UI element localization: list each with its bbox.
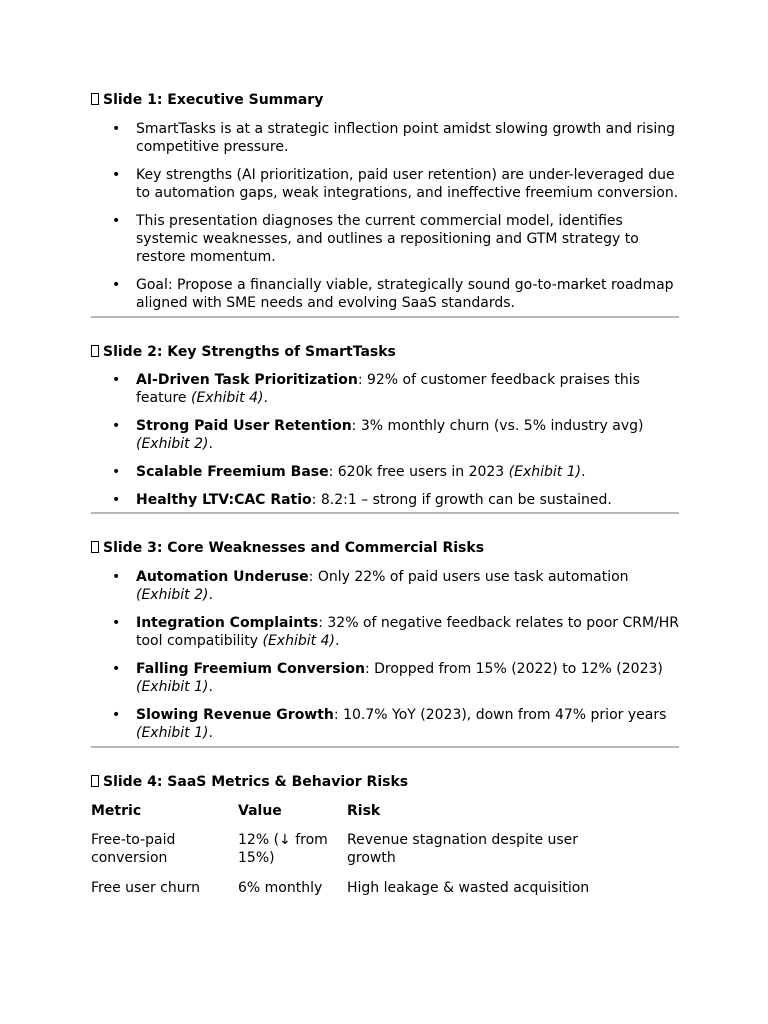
list-item xyxy=(91,212,679,266)
column-header-risk: Risk xyxy=(347,803,381,819)
bullet-tail: . xyxy=(208,679,213,695)
bullet-dot: • xyxy=(112,167,121,183)
slide-2-title: Slide 2: Key Strengths of SmartTasks xyxy=(103,344,396,360)
slide-4-section xyxy=(91,773,679,909)
slide-2-bullet-list xyxy=(91,371,679,509)
missing-glyph-icon xyxy=(91,345,99,357)
bullet-text: : 10.7% YoY (2023), down from 47% prior years xyxy=(333,707,667,723)
bullet-tail: . xyxy=(208,436,213,452)
table-row xyxy=(91,831,607,879)
table-cell-value: 12% (↓ from 15%) xyxy=(238,832,328,866)
slide-1-heading xyxy=(91,91,679,109)
list-item xyxy=(91,120,679,156)
bullet-dot: • xyxy=(112,213,121,229)
slide-1-section xyxy=(91,91,679,312)
bullet-dot: • xyxy=(112,464,121,480)
slide-4-heading xyxy=(91,773,679,791)
bullet-text: Key strengths (AI prioritization, paid user retention) are under-leveraged due to automation gaps, weak integrations, and ineffective freemium conversion. xyxy=(136,167,679,201)
bullet-dot: • xyxy=(112,418,121,434)
bullet-text: : 620k free users in 2023 xyxy=(328,464,509,480)
column-header-value: Value xyxy=(238,803,282,819)
list-item xyxy=(91,706,679,742)
list-item xyxy=(91,276,679,312)
bullet-text: : 92% of customer feedback praises this feature xyxy=(136,372,640,406)
list-item xyxy=(91,660,679,696)
slide-1-title: Slide 1: Executive Summary xyxy=(103,92,324,108)
missing-glyph-icon xyxy=(91,775,99,787)
bullet-text: : 8.2:1 – strong if growth can be sustained. xyxy=(311,492,612,508)
bullet-bold-label: Scalable Freemium Base xyxy=(136,464,329,480)
list-item xyxy=(91,614,679,650)
exhibit-reference: (Exhibit 1) xyxy=(136,725,209,741)
bullet-dot: • xyxy=(112,492,121,508)
slide-3-bullet-list xyxy=(91,568,679,742)
section-divider xyxy=(91,512,679,514)
bullet-bold-label: Healthy LTV:CAC Ratio xyxy=(136,492,312,508)
exhibit-reference: (Exhibit 4) xyxy=(191,390,264,406)
list-item xyxy=(91,491,679,509)
exhibit-reference: (Exhibit 4) xyxy=(262,633,335,649)
bullet-dot: • xyxy=(112,661,121,677)
table-header-row xyxy=(91,802,607,831)
slide-3-title: Slide 3: Core Weaknesses and Commercial Risks xyxy=(103,540,485,556)
section-divider xyxy=(91,746,679,748)
missing-glyph-icon xyxy=(91,93,99,105)
bullet-bold-label: Strong Paid User Retention xyxy=(136,418,352,434)
bullet-text: SmartTasks is at a strategic inflection point amidst slowing growth and rising competitive pressure. xyxy=(136,121,676,155)
slide-2-section xyxy=(91,343,679,509)
table-cell-metric: Free user churn xyxy=(91,880,200,896)
slide-3-heading xyxy=(91,539,679,557)
section-divider xyxy=(91,316,679,318)
exhibit-reference: (Exhibit 1) xyxy=(136,679,209,695)
slide-1-bullet-list xyxy=(91,120,679,312)
slide-4-title: Slide 4: SaaS Metrics & Behavior Risks xyxy=(103,774,409,790)
bullet-text: : 32% of negative feedback relates to poor CRM/HR tool compatibility xyxy=(136,615,680,649)
list-item xyxy=(91,417,679,453)
bullet-bold-label: AI-Driven Task Prioritization xyxy=(136,372,358,388)
list-item xyxy=(91,568,679,604)
document-page xyxy=(91,91,679,909)
bullet-dot: • xyxy=(112,277,121,293)
exhibit-reference: (Exhibit 1) xyxy=(508,464,582,480)
exhibit-reference: (Exhibit 2) xyxy=(136,436,209,452)
bullet-dot: • xyxy=(112,121,121,137)
bullet-tail: . xyxy=(263,390,268,406)
bullet-dot: • xyxy=(112,372,121,388)
missing-glyph-icon xyxy=(91,541,99,553)
bullet-text: This presentation diagnoses the current commercial model, identifies systemic weaknesses, and outlines a repositioning and GTM strategy to restore momentum. xyxy=(136,213,639,265)
bullet-tail: . xyxy=(581,464,586,480)
bullet-bold-label: Integration Complaints xyxy=(136,615,319,631)
bullet-dot: • xyxy=(112,569,121,585)
bullet-text: : Dropped from 15% (2022) to 12% (2023) xyxy=(364,661,663,677)
bullet-bold-label: Falling Freemium Conversion xyxy=(136,661,365,677)
bullet-tail: . xyxy=(208,587,213,603)
table-cell-risk: Revenue stagnation despite user growth xyxy=(347,832,579,866)
list-item xyxy=(91,166,679,202)
table-cell-risk: High leakage & wasted acquisition xyxy=(347,880,590,896)
list-item xyxy=(91,371,679,407)
bullet-dot: • xyxy=(112,615,121,631)
bullet-bold-label: Automation Underuse xyxy=(136,569,309,585)
bullet-text: : 3% monthly churn (vs. 5% industry avg) xyxy=(351,418,644,434)
bullet-tail: . xyxy=(208,725,213,741)
bullet-dot: • xyxy=(112,707,121,723)
table-cell-metric: Free-to-paid conversion xyxy=(91,832,176,866)
slide-2-heading xyxy=(91,343,679,361)
bullet-tail: . xyxy=(334,633,340,649)
table-cell-value: 6% monthly xyxy=(238,880,323,896)
list-item xyxy=(91,463,679,481)
slide-3-section xyxy=(91,539,679,742)
bullet-text: Goal: Propose a financially viable, strategically sound go-to-market roadmap aligned with SME needs and evolving SaaS standards. xyxy=(136,277,674,311)
metrics-table xyxy=(91,802,607,909)
bullet-text: : Only 22% of paid users use task automation xyxy=(308,569,629,585)
column-header-metric: Metric xyxy=(91,803,142,819)
exhibit-reference: (Exhibit 2) xyxy=(136,587,209,603)
bullet-bold-label: Slowing Revenue Growth xyxy=(136,707,334,723)
table-row xyxy=(91,879,607,909)
